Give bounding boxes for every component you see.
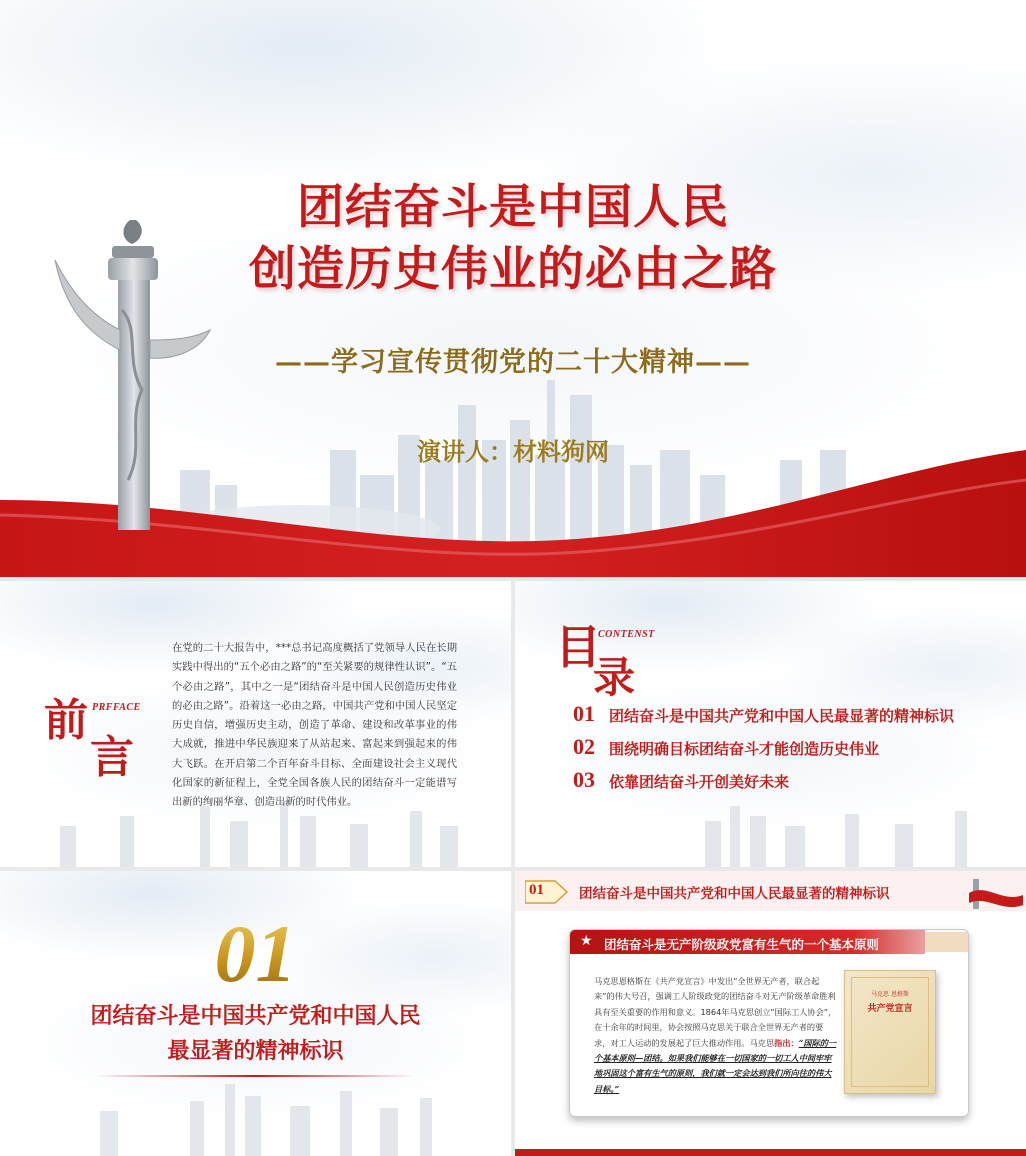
toc-item-label: 围绕明确目标团结奋斗才能创造历史伟业 <box>609 740 880 758</box>
preface-heading-char-1: 前 <box>44 695 88 746</box>
city-skyline-illustration <box>0 1076 511 1156</box>
section-divider-line <box>95 1075 415 1077</box>
book-authors: 马克思 恩格斯 <box>871 991 909 998</box>
section-title-line-2: 最显著的精神标识 <box>167 1038 344 1064</box>
preface-slide[interactable] <box>0 581 511 867</box>
preface-heading-english: PRFFACE <box>92 702 141 713</box>
toc-item-number: 03 <box>573 767 595 792</box>
content-slide[interactable] <box>515 871 1026 1156</box>
title-slide[interactable] <box>0 0 1026 577</box>
preface-heading-char-2: 言 <box>90 732 134 783</box>
card-title-bar-accent <box>925 932 969 952</box>
section-number: 01 <box>0 907 511 1001</box>
contents-slide[interactable] <box>515 581 1026 867</box>
book-cover-image <box>844 970 936 1094</box>
toc-item-label: 团结奋斗是中国共产党和中国人民最显著的精神标识 <box>609 707 955 725</box>
preface-body-text: 在党的二十大报告中，***总书记高度概括了党领导人民在长期实践中得出的“五个必由之路”的“至关紧要的规律性认识”。“五个必由之路”，其中之一是“团结奋斗是中国人民创造历史伟业的必由之路”。沿着这一必由之路，中国共产党和中国人民坚定历史自信，增强历史主动，创造了革命、建设和改革事业的伟大成就，推进中华民族迎来了从站起来、富起来到强起来的伟大飞跃。在开启第二个百年奋斗目标、全面建设社会主义现代化国家的新征程上，全党全国各族人民的团结奋斗一定能谱写出新的绚丽华章、创造出新的时代伟业。 <box>172 642 457 809</box>
header-title: 团结奋斗是中国共产党和中国人民最显著的精神标识 <box>579 886 890 902</box>
body-highlight-text: 指出： <box>774 1037 799 1048</box>
speaker-label: 演讲人：材料狗网 <box>417 437 609 466</box>
contents-heading-english: CONTENST <box>598 629 655 640</box>
toc-item-number: 02 <box>573 734 595 759</box>
subtitle: ——学习宣传贯彻党的二十大精神—— <box>275 347 751 378</box>
toc-item-number: 01 <box>573 701 595 726</box>
card-title: 团结奋斗是无产阶级政党富有生气的一个基本原则 <box>604 937 880 952</box>
star-icon: ★ <box>580 933 593 949</box>
toc-item-2[interactable] <box>573 734 879 760</box>
red-ribbon-pillar-icon <box>967 873 1025 917</box>
section-divider-slide[interactable] <box>0 871 511 1156</box>
body-plain-text: 马克思恩格斯在《共产党宣言》中发出“全世界无产者，联合起来”的伟大号召，强调工人阶级政党的团结奋斗对无产阶级革命胜利具有至关重要的作用和意义。1864年马克思创立“国际工人协会”，在十余年的时间里，协会按照马克思关于联合全世界无产者的要求，对工人运动的发展起了巨大推动作用。马克思 <box>594 976 837 1048</box>
main-title-line-2: 创造历史伟业的必由之路 <box>249 242 777 297</box>
body-quote-text: “国际的一个基本原则—团结。如果我们能够在一切国家的一切工人中间牢牢地巩固这个富有生气的原则，我们就一定会达到我们所向往的伟大目标。” <box>594 1037 837 1094</box>
toc-item-label: 依靠团结奋斗开创美好未来 <box>609 773 790 791</box>
city-skyline-illustration <box>515 796 1026 867</box>
bottom-red-bar <box>515 1149 1026 1156</box>
toc-item-1[interactable] <box>573 701 954 727</box>
toc-item-3[interactable] <box>573 767 789 793</box>
contents-heading-char-1: 目 <box>555 620 601 674</box>
content-card <box>569 929 969 1117</box>
section-title-line-1: 团结奋斗是中国共产党和中国人民 <box>90 1003 421 1029</box>
header-section-number: 01 <box>529 882 544 898</box>
contents-heading-char-2: 录 <box>593 653 636 702</box>
card-body-text <box>594 974 838 1097</box>
book-title: 共产党宣言 <box>867 1004 913 1014</box>
main-title-line-1: 团结奋斗是中国人民 <box>297 180 729 235</box>
